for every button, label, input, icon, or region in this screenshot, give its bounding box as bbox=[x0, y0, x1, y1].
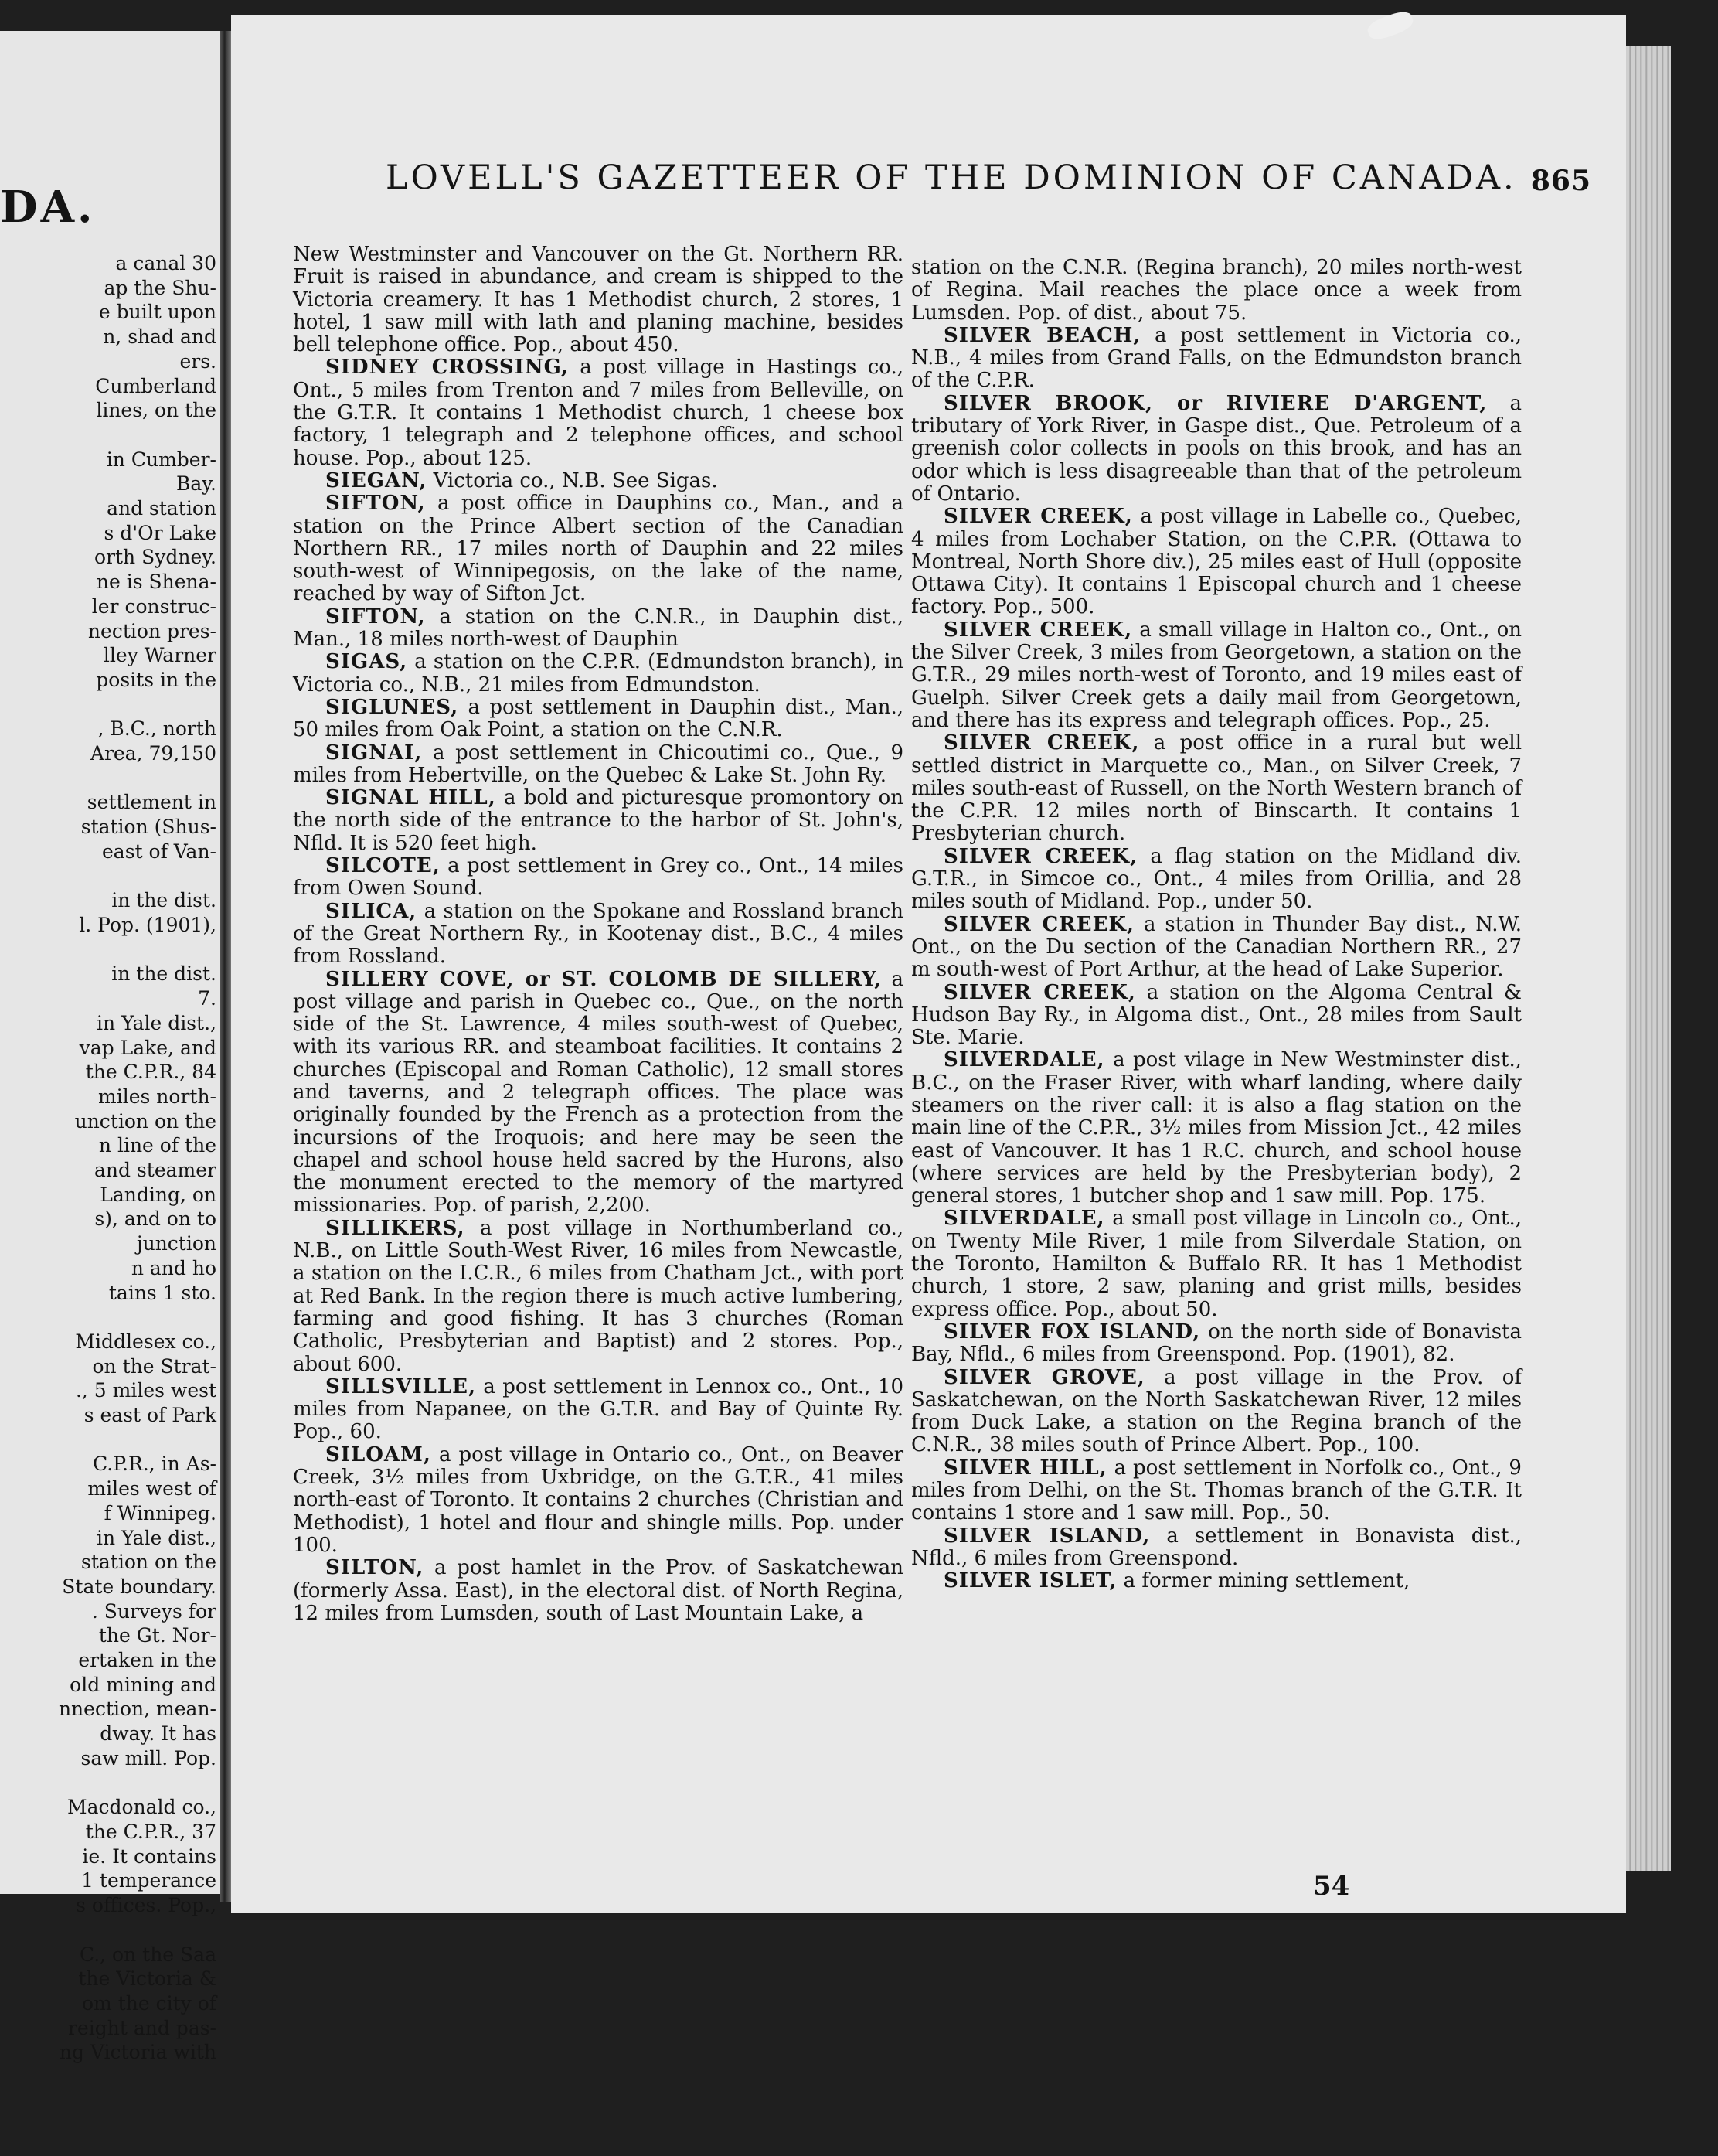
entry-heading: SILVER BROOK, or RIVIERE D'ARGENT, bbox=[944, 391, 1488, 415]
left-page-line: miles west of bbox=[87, 1477, 216, 1500]
left-page-line: tains 1 sto. bbox=[108, 1281, 216, 1304]
left-page-line bbox=[0, 1428, 216, 1453]
left-page-line: the Gt. Nor- bbox=[98, 1624, 216, 1647]
entry-text: a station on the C.N.R., in Dauphin dist., Man., 18 miles north-west of Dauphin bbox=[293, 605, 904, 652]
entry-text: a small village in Halton co., Ont., on the Silver Creek, 3 miles from Georgetown, a station on the G.T.R., 29 miles north-west of Toronto, and 19 miles east of Guelph. Silver Creek gets a daily mail from Georgetown, and there has its express and telegraph offices. Pop., 25. bbox=[911, 618, 1522, 732]
gazetteer-entry bbox=[911, 982, 1522, 1050]
entry-text: New Westminster and Vancouver on the Gt. Northern RR. Fruit is raised in abundance, and cream is shipped to the Victoria creamery. It has 1 Methodist church, 2 stores, 1 hotel, 1 saw mill with lath and planing machine, besides bell telephone office. Pop., about 450. bbox=[293, 243, 903, 357]
left-page-line: in Cumber- bbox=[106, 448, 216, 471]
entry-text: a flag station on the Midland div. G.T.R., in Simcoe co., Ont., 4 miles from Orillia, and 28 miles south of Midland. Pop., under 50. bbox=[911, 844, 1522, 914]
left-page-header: DA. bbox=[0, 182, 96, 233]
entry-text: a post settlement in Chicoutimi co., Que., 9 miles from Hebertville, on the Quebec & Lake St. John Ry. bbox=[293, 741, 903, 787]
entry-heading: SILVER ISLET, bbox=[944, 1569, 1118, 1593]
left-page-line: s offices. Pop., bbox=[76, 1894, 216, 1917]
left-page-line: s d'Or Lake bbox=[104, 521, 216, 544]
entry-heading: SIEGAN, bbox=[325, 468, 427, 492]
left-page-line: old mining and bbox=[70, 1673, 216, 1696]
gazetteer-entry bbox=[911, 1457, 1522, 1525]
left-page-line: lines, on the bbox=[96, 399, 216, 422]
left-page-line: Landing, on bbox=[100, 1183, 216, 1206]
gazetteer-entry bbox=[293, 651, 903, 697]
gazetteer-entry bbox=[911, 257, 1522, 325]
entry-text: a post settlement in Dauphin dist., Man., 50 miles from Oak Point, a station on the C.N.R. bbox=[293, 695, 903, 742]
left-page-line bbox=[0, 1305, 216, 1330]
gazetteer-entry bbox=[911, 393, 1522, 506]
left-page-line: ie. It contains bbox=[82, 1844, 216, 1868]
gazetteer-entry bbox=[293, 1218, 903, 1376]
entry-heading: SILOAM, bbox=[325, 1442, 431, 1466]
left-page-line: on the Strat- bbox=[92, 1354, 216, 1378]
left-page-lines bbox=[0, 251, 216, 2065]
entry-text: a post settlement in Victoria co., N.B., 4 miles from Grand Falls, on the Edmundston branch of the C.P.R. bbox=[911, 323, 1522, 393]
left-page-line: ne is Shena- bbox=[96, 571, 216, 594]
gazetteer-entry bbox=[293, 492, 903, 605]
left-page-line bbox=[0, 693, 216, 717]
left-page-line: Cumberland bbox=[95, 374, 216, 397]
left-page-line: ., 5 miles west bbox=[75, 1379, 216, 1402]
left-page-line: C., on the Saa bbox=[79, 1943, 216, 1966]
entry-heading: SILVERDALE, bbox=[944, 1207, 1105, 1231]
left-page-line: C.P.R., in As- bbox=[93, 1453, 216, 1476]
left-page-line: s east of Park bbox=[83, 1404, 216, 1427]
running-head-title: LOVELL'S GAZETTEER OF THE DOMINION OF CANADA. bbox=[386, 158, 1517, 197]
gazetteer-entry bbox=[911, 1367, 1522, 1457]
book-gutter bbox=[220, 31, 231, 1902]
left-page-line: e built upon bbox=[98, 301, 216, 324]
left-page-line: east of Van- bbox=[102, 840, 216, 863]
entry-text: a post office in a rural but well settled district in Marquette co., Man., on Silver Creek, 7 miles south-east of Russell, on the North Western branch of the C.P.R. 12 miles north of Binscarth. It contains 1 Presbyterian church. bbox=[911, 731, 1522, 846]
entry-heading: SILVER ISLAND, bbox=[944, 1524, 1151, 1548]
gazetteer-entry bbox=[293, 742, 903, 788]
left-page-line: Macdonald co., bbox=[66, 1796, 216, 1819]
gazetteer-entry bbox=[293, 787, 903, 855]
left-page-line: ler construc- bbox=[91, 594, 216, 618]
gazetteer-entry bbox=[293, 470, 903, 492]
left-page-line: posits in the bbox=[96, 668, 216, 691]
entry-text: a station on the Algoma Central & Hudson Bay Ry., in Algoma dist., Ont., 28 miles from Sault Ste. Marie. bbox=[911, 980, 1522, 1050]
left-page-line: 1 temperance bbox=[81, 1869, 216, 1892]
left-page-line: l. Pop. (1901), bbox=[79, 913, 216, 936]
left-page-line bbox=[0, 766, 216, 791]
entry-heading: SILLERY COVE, or ST. COLOMB DE SILLERY, bbox=[325, 967, 883, 991]
entry-text: a post vilage in New Westminster dist., B.C., on the Fraser River, with wharf landing, where daily steamers on the river call: it is also a flag station on the main line of the C.P.R., 3½ miles from Mission Jct., 42 miles east of Vancouver. It has 1 R.C. church, and school house (where services are held by the Presbyterian body), 2 general stores, 1 butcher shop and 1 saw mill. Pop. 175. bbox=[911, 1048, 1522, 1208]
left-page-line: State boundary. bbox=[62, 1575, 216, 1598]
entry-text: a post village in the Prov. of Saskatchewan, on the North Saskatchewan River, 12 miles from Duck Lake, a station on the Regina branch of the C.N.R., 38 miles south of Prince Albert. Pop., 100. bbox=[911, 1365, 1522, 1457]
entry-text: a post village in Labelle co., Quebec, 4 miles from Lochaber Station, on the C.P.R. (Ottawa to Montreal, North Shore div.), 25 miles east of Hull (opposite Ottawa City). It contains 1 Episcopal church and 1 cheese factory. Pop., 500. bbox=[911, 505, 1522, 619]
left-page-line: ap the Shu- bbox=[104, 276, 216, 299]
gazetteer-entry bbox=[293, 1444, 903, 1557]
left-page-line bbox=[0, 938, 216, 962]
page-block-edge bbox=[1626, 46, 1671, 1871]
left-page-line bbox=[0, 1771, 216, 1796]
entry-text: a station on the Spokane and Rossland branch of the Great Northern Ry., in Kootenay dist., B.C., 4 miles from Rossland. bbox=[293, 899, 903, 969]
entry-text: station on the C.N.R. (Regina branch), 20 miles north-west of Regina. Mail reaches the place once a week from Lumsden. Pop. of dist., about 75. bbox=[911, 256, 1522, 325]
entry-heading: SILLSVILLE, bbox=[325, 1374, 477, 1398]
gazetteer-entry bbox=[911, 914, 1522, 982]
gazetteer-entry bbox=[293, 969, 903, 1218]
entry-heading: SILVER BEACH, bbox=[944, 323, 1141, 347]
left-page-line: and steamer bbox=[94, 1159, 216, 1182]
left-page-line: station (Shus- bbox=[80, 816, 216, 839]
left-page-line: , B.C., north bbox=[97, 717, 216, 741]
left-page-line: ng Victoria with bbox=[59, 2041, 216, 2064]
gazetteer-entry bbox=[911, 1570, 1522, 1592]
entry-text: a post settlement in Grey co., Ont., 14 miles from Owen Sound. bbox=[293, 854, 904, 901]
left-page-line: orth Sydney. bbox=[94, 546, 216, 569]
left-page-line: reight and pas- bbox=[68, 2016, 216, 2039]
left-page-line: Bay. bbox=[175, 472, 216, 496]
entry-text: a post village in Ontario co., Ont., on Beaver Creek, 3½ miles from Uxbridge, on the G.T.R., 41 miles north-east of Toronto. It contains 2 churches (Christian and Methodist), 1 hotel and flour and shingle mills. Pop. under 100. bbox=[293, 1442, 904, 1557]
gazetteer-entry bbox=[911, 1207, 1522, 1320]
entry-heading: SILVER CREEK, bbox=[944, 844, 1138, 868]
left-page-line: om the city of bbox=[81, 1991, 216, 2015]
entry-heading: SILVERDALE, bbox=[944, 1048, 1105, 1072]
column-2 bbox=[911, 257, 1522, 1593]
gazetteer-entry bbox=[293, 1376, 903, 1444]
entry-heading: SIDNEY CROSSING, bbox=[325, 356, 569, 380]
gazetteer-entry bbox=[293, 356, 903, 469]
left-page-line: in the dist. bbox=[111, 962, 216, 986]
left-page-line: unction on the bbox=[74, 1109, 216, 1132]
gazetteer-entry bbox=[911, 325, 1522, 393]
gazetteer-entry bbox=[911, 619, 1522, 732]
left-page-line: in Yale dist., bbox=[96, 1526, 216, 1549]
entry-heading: SILCOTE, bbox=[325, 854, 441, 878]
left-page-line: the C.P.R., 84 bbox=[85, 1061, 216, 1084]
left-page-line: nection pres- bbox=[87, 619, 216, 642]
gazetteer-entry bbox=[293, 901, 903, 969]
left-page-line: dway. It has bbox=[100, 1722, 216, 1746]
entry-text: Victoria co., N.B. See Sigas. bbox=[433, 468, 718, 492]
entry-heading: SILVER HILL, bbox=[944, 1456, 1107, 1480]
left-page-line: s), and on to bbox=[94, 1207, 216, 1231]
gazetteer-entry bbox=[911, 1321, 1522, 1367]
entry-text: a tributary of York River, in Gaspe dist., Que. Petroleum of a greenish color collects in pools on this brook, and has an odor which is less disagreeable than that of the petroleum of Ontario. bbox=[911, 391, 1522, 506]
left-page-line: 7. bbox=[198, 987, 216, 1010]
entry-text: a post hamlet in the Prov. of Saskatchewan (formerly Assa. East), in the electoral dist. of North Regina, 12 miles from Lumsden, south of Last Mountain Lake, a bbox=[293, 1556, 903, 1625]
entry-heading: SILVER GROVE, bbox=[944, 1365, 1145, 1389]
left-page-line: Middlesex co., bbox=[75, 1330, 216, 1353]
entry-heading: SILLIKERS, bbox=[325, 1216, 465, 1240]
entry-text: a post village in Northumberland co., N.B., on Little South-West River, 16 miles from Newcastle, a station on the I.C.R., 6 miles from Chatham Jct., with port at Red Bank. In the region there is much active lumbering, farming and good fishing. It has 3 churches (Roman Catholic, Presbyterian and Baptist) and 2 stores. Pop., about 600. bbox=[293, 1216, 904, 1376]
entry-text: a post office in Dauphins co., Man., and a station on the Prince Albert section of the Canadian Northern RR., 17 miles north of Dauphin and 22 miles south-west of Winnipegosis, on the lake of the name, reached by way of Sifton Jct. bbox=[293, 492, 903, 606]
left-page-line: vap Lake, and bbox=[79, 1036, 216, 1059]
entry-text: on the north side of Bonavista Bay, Nfld., 6 miles from Greenspond. Pop. (1901), 82. bbox=[911, 1320, 1522, 1367]
entry-text: a post settlement in Norfolk co., Ont., 9 miles from Delhi, on the St. Thomas branch of the G.T.R. It contains 1 store and 1 saw mill. Pop., 50. bbox=[911, 1456, 1522, 1525]
left-page-line: the C.P.R., 37 bbox=[85, 1821, 216, 1843]
entry-text: a bold and picturesque promontory on the north side of the entrance to the harbor of St. John's, Nfld. It is 520 feet high. bbox=[293, 786, 903, 855]
gazetteer-entry bbox=[911, 506, 1522, 618]
left-page-line: settlement in bbox=[87, 791, 216, 814]
left-page-line bbox=[0, 1918, 216, 1943]
left-page-line: a canal 30 bbox=[115, 252, 216, 274]
entry-text: a former mining settlement, bbox=[1123, 1569, 1410, 1593]
entry-heading: SIGLUNES, bbox=[325, 695, 459, 719]
entry-text: a post village and parish in Quebec co., Que., on the north side of the St. Lawrence, 4 miles south-west of Quebec, with its various RR. and steamboat facilities. It contains 2 churches (Episcopal and Roman Catholic), 12 small stores and taverns, and 2 telegraph offices. The place was originally founded by the French as a protection from the incursions of the Iroquois; and here may be seen the chapel and school house held sacred by the Hurons, also the monument erected to the memory of the martyred missionaries. Pop. of parish, 2,200. bbox=[293, 967, 903, 1218]
left-page-line: . Surveys for bbox=[91, 1599, 216, 1623]
entry-text: a post settlement in Lennox co., Ont., 10 miles from Napanee, on the G.T.R. and Bay of Quinte Ry. Pop., 60. bbox=[293, 1374, 903, 1444]
entry-text: a settlement in Bonavista dist., Nfld., 6 miles from Greenspond. bbox=[911, 1524, 1522, 1570]
entry-heading: SILVER CREEK, bbox=[944, 505, 1133, 529]
entry-heading: SIGAS, bbox=[325, 650, 408, 674]
gazetteer-entry bbox=[911, 732, 1522, 845]
left-page-line: in Yale dist., bbox=[96, 1011, 216, 1034]
column-1 bbox=[293, 244, 903, 1625]
gazetteer-entry bbox=[293, 244, 903, 356]
left-page-line bbox=[0, 864, 216, 889]
entry-text: a small post village in Lincoln co., Ont., on Twenty Mile River, 1 mile from Silverdale Station, on the Toronto, Hamilton & Buffalo RR. It has 1 Methodist church, 1 store, 2 saw, planing and grist mills, besides express office. Pop., about 50. bbox=[911, 1207, 1522, 1321]
left-page-line: nnection, mean- bbox=[58, 1698, 216, 1721]
gazetteer-entry bbox=[293, 697, 903, 742]
entry-text: a station in Thunder Bay dist., N.W. Ont., on the Du section of the Canadian Northern RR., 27 m south-west of Port Arthur, at the head of Lake Superior. bbox=[911, 912, 1522, 982]
entry-text: a post village in Hastings co., Ont., 5 miles from Trenton and 7 miles from Belleville, on the G.T.R. It contains 1 Methodist church, 1 cheese box factory, 1 telegraph and 2 telephone offices, and school house. Pop., about 125. bbox=[293, 356, 903, 470]
page-number: 865 bbox=[1530, 165, 1591, 197]
entry-heading: SILTON, bbox=[325, 1556, 424, 1580]
signature-mark: 54 bbox=[1313, 1871, 1350, 1902]
entry-text: a station on the C.P.R. (Edmundston branch), in Victoria co., N.B., 21 miles from Edmundston. bbox=[293, 650, 904, 697]
left-page-line: Area, 79,150 bbox=[90, 742, 216, 765]
entry-heading: SILVER CREEK, bbox=[944, 912, 1135, 936]
entry-heading: SILICA, bbox=[325, 899, 417, 923]
left-page-line: the Victoria & bbox=[78, 1967, 216, 1991]
left-page-line: station on the bbox=[81, 1551, 216, 1574]
gazetteer-entry bbox=[911, 1525, 1522, 1571]
left-page-line: junction bbox=[136, 1232, 216, 1255]
left-page-line: saw mill. Pop. bbox=[80, 1746, 216, 1769]
left-page-line: f Winnipeg. bbox=[104, 1501, 216, 1524]
left-page-line: miles north- bbox=[98, 1085, 216, 1108]
left-page-line: and station bbox=[107, 497, 216, 520]
left-page-line bbox=[0, 423, 216, 448]
left-page-line: lley Warner bbox=[103, 644, 216, 667]
entry-heading: SIGNAL HILL, bbox=[325, 786, 496, 810]
entry-heading: SILVER FOX ISLAND, bbox=[944, 1320, 1201, 1344]
gazetteer-entry bbox=[911, 846, 1522, 914]
left-page-line: n, shad and bbox=[103, 325, 216, 349]
left-page-line: n line of the bbox=[98, 1134, 216, 1157]
right-page bbox=[231, 15, 1626, 1913]
left-page-line: in the dist. bbox=[111, 889, 216, 912]
gazetteer-entry bbox=[293, 855, 903, 901]
left-page-line: ers. bbox=[179, 349, 216, 373]
gazetteer-entry bbox=[293, 1557, 903, 1625]
gazetteer-entry bbox=[293, 606, 903, 652]
entry-heading: SIFTON, bbox=[325, 605, 426, 628]
gazetteer-entry bbox=[911, 1049, 1522, 1207]
left-page-fragment bbox=[0, 31, 220, 2064]
entry-heading: SILVER CREEK, bbox=[944, 980, 1136, 1004]
entry-heading: SIFTON, bbox=[325, 492, 426, 516]
entry-heading: SIGNAI, bbox=[325, 741, 423, 765]
left-page-line: ertaken in the bbox=[78, 1649, 216, 1672]
entry-heading: SILVER CREEK, bbox=[944, 731, 1140, 755]
left-page-line: n and ho bbox=[131, 1256, 216, 1279]
entry-heading: SILVER CREEK, bbox=[944, 618, 1133, 642]
